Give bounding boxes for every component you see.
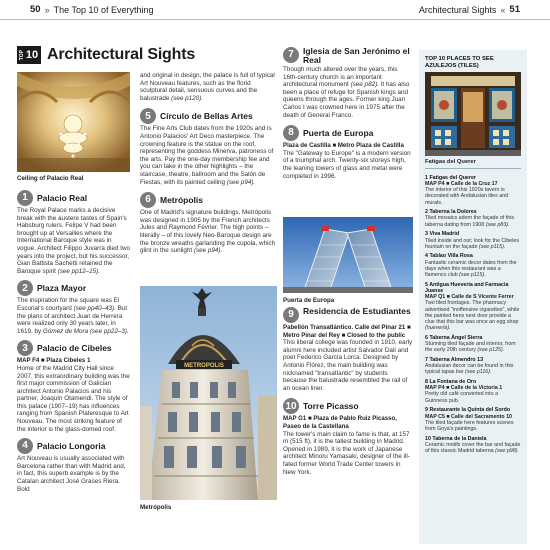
entry-address: MAP G1 ■ Plaza de Pablo Ruiz Picasso, Paseo de la Castellana <box>283 415 397 430</box>
entry-palacio-de-cibeles <box>17 340 131 433</box>
entry-puerta-de-europa <box>283 125 413 180</box>
entry-text: This liberal college was founded in 1910, early alumni here included artist Salvador Dalí and poet Federico García Lorca. Designed by Antonio Flórez, the main building was nicknamed "transatlantic" by students because the balustrade resembled the rail of an ocean liner. <box>283 339 413 392</box>
page-title: Architectural Sights <box>47 46 196 63</box>
entry-text: Home of the Madrid City Hall since 2007, this extraordinary building was the first major commission of Galician architect Antonio Palacios and his partner, Joaquín Otamendi. The style of this palace (1907–19) has influences ranging from Spanish Plateresque to Art Nouveau. The most striking feature of the interior is the glass-domed roof. <box>17 364 130 433</box>
list-item-number: 9 <box>425 407 428 414</box>
entry-plaza-mayor <box>17 280 131 335</box>
page-heading <box>17 46 195 64</box>
chevron-right-icon: » <box>44 4 50 15</box>
top10-logo-number: 10 <box>25 48 39 61</box>
list-item-text: Two tiled frontages. The pharmacy advertised "inoffensive cigarettes", while the painted hens next door provide a clue that this bar was once an egg shop (huevería). <box>425 300 520 332</box>
column-2 <box>140 72 277 255</box>
entry-iglesia-san-jeronimo <box>283 47 413 119</box>
list-item-number: 7 <box>425 356 428 363</box>
entry-title: Palacio Real <box>37 192 88 203</box>
sidebar-azulejos <box>419 50 527 544</box>
palacio-real-ceiling-photo <box>17 72 130 172</box>
list-item-title <box>425 282 521 294</box>
list-item-name: Fatigas del Querer <box>429 174 476 181</box>
entry-title: Palacio de Cibeles <box>37 342 112 353</box>
list-item-address: MAP P4 ■ Calle de la Cruz 17 <box>425 180 498 187</box>
list-item <box>425 231 521 250</box>
entry-text: The Fine Arts Club dates from the 1920s and is Antonio Palacios' Art Deco masterpiece. The crowning feature is the statue on the roof, representing the goddess Minerva, patroness of the arts. Pay the one-day membership fee and you can take in the other highlights – the staircase, theatre, ballroom and the Salón de Fiestas, with its painted ceiling (see p94). <box>140 125 274 186</box>
entry-number: 5 <box>140 108 156 124</box>
running-header <box>0 0 550 20</box>
entry-title: Palacio Longoria <box>37 440 106 451</box>
top10-logo-top: TOP <box>18 49 25 61</box>
list-item-name: Taberna la Dolores <box>429 209 477 216</box>
list-item-number: 1 <box>425 174 428 181</box>
book-section-title: The Top 10 of Everything <box>53 4 154 15</box>
list-item <box>425 335 521 354</box>
entry-residencia-de-estudiantes <box>283 307 413 392</box>
entry-palacio-real <box>17 190 131 275</box>
list-item <box>425 175 521 206</box>
list-item-text: The tiled façade here features scenes from Goya's paintings. <box>425 419 514 432</box>
entry-number: 4 <box>17 438 33 454</box>
list-item-name: Taberna Almendro 13 <box>429 356 484 363</box>
list-item-number: 2 <box>425 209 428 216</box>
list-item-text: Stunning tiled façade and interior, from the early 20th century (see p125). <box>425 341 516 354</box>
list-item-number: 10 <box>425 435 431 442</box>
list-item-name: Antigua Huevería and Farmacia Juanse <box>425 281 509 294</box>
list-item-text: Tiled inside and out; look for the Cibeles fountain on the façade (see p115). <box>425 237 520 250</box>
metropolis-building-photo <box>140 286 277 500</box>
svg-text:METROPOLIS: METROPOLIS <box>184 363 224 369</box>
puerta-de-europa-photo <box>283 217 413 293</box>
list-item <box>425 209 521 228</box>
list-item-text: Ceramic motifs cover the bar and façade of this classic Madrid taberna (see p98). <box>425 441 521 455</box>
list-item-text: Tiled mosaics adorn the façade of this taberna dating from 1908 (see p83). <box>425 215 515 228</box>
caption-puerta-de-europa: Puerta de Europa <box>283 297 335 304</box>
list-item-number: 6 <box>425 334 428 341</box>
list-item-text: The interior of this 1920s tavern is decorated with Andalusian tiles and murals. <box>425 187 509 206</box>
list-item-number: 5 <box>425 281 428 288</box>
entry-title: Plaza Mayor <box>37 282 87 293</box>
caption-palacio-real: Ceiling of Palacio Real <box>17 175 84 182</box>
entry-number: 6 <box>140 192 156 208</box>
entry-title: Círculo de Bellas Artes <box>160 110 253 121</box>
list-item-number: 3 <box>425 231 428 238</box>
list-item-address: MAP C5 ■ Calle del Sacramento 10 <box>425 413 513 420</box>
entry-number: 1 <box>17 190 33 206</box>
list-item-text: Andalusian decor can be found in this typical tapas bar (see p116). <box>425 363 514 376</box>
column-3-bottom <box>283 307 413 476</box>
list-item-number: 4 <box>425 253 428 260</box>
entry-title: Residencia de Estudiantes <box>303 306 411 316</box>
list-item <box>425 407 521 432</box>
column-3-top <box>283 47 413 180</box>
list-item-name: Restaurante la Quinta del Sordo <box>429 407 511 414</box>
list-item <box>425 379 521 404</box>
entry-number: 7 <box>283 47 299 63</box>
entry-text: The inspiration for the square was El Escorial's courtyard (see pp40–43). But the plans of architect Juan de Herrera were realized only 30 years later, in 1619, by Gómez de Mora (see pp22–3). <box>17 297 129 335</box>
chevron-left-icon: « <box>500 4 506 15</box>
sidebar-title: TOP 10 PLACES TO SEE AZULEJOS (TILES) <box>425 56 494 69</box>
list-item <box>425 357 521 376</box>
list-item <box>425 436 521 455</box>
list-item-name: Taberna Ángel Sierra <box>429 334 483 341</box>
right-page-number: 51 <box>509 4 520 15</box>
list-item-text: Fantastic ceramic decor dates from the days when this restaurant was a flamenco club (see p115). <box>425 259 517 279</box>
list-item-address: MAP Q1 ■ Calle de S Vicente Ferrer <box>425 294 514 301</box>
entry-number: 8 <box>283 125 299 141</box>
entry-title: Iglesia de San Jerónimo el Real <box>303 46 410 65</box>
list-item-number: 8 <box>425 379 428 386</box>
entry-text: One of Madrid's signature buildings, Metrópolis was designed in 1905 by the French architects Jules and Raymond Février. The high points – literally – of this lovely Neo-Baroque design are the bronze wreaths garlanding the cupola, which glint in the sunlight (see p94). <box>140 209 276 255</box>
list-item-title <box>425 407 521 413</box>
caption-metropolis: Metrópolis <box>140 504 172 511</box>
list-item-name: La Fontana de Oro <box>429 379 477 386</box>
list-item <box>425 253 521 278</box>
sidebar-list <box>419 169 527 454</box>
entry-text: Art Nouveau is usually associated with Barcelona rather than with Madrid and, in fact, this superb example is by the Catalan architect José Grases Riera. Bold <box>17 455 126 493</box>
left-page-number: 50 <box>30 4 41 15</box>
entry-torre-picasso <box>283 398 413 476</box>
entry-text: The tower's main claim to fame is that, at 157 m (515 ft), it is the tallest building in Madrid. Opened in 1989, it is the work of Japanese architect Minoru Yamasaki, designer of the ill-fated former World Trade Center towers in New York. <box>283 430 410 476</box>
list-item-text: Pretty old café converted into a Guinness pub. <box>425 391 499 404</box>
entry-number: 3 <box>17 340 33 356</box>
entry-title: Torre Picasso <box>303 400 359 411</box>
caption-fatigas-del-querer: Fatigas del Querer <box>425 159 476 166</box>
entry-title: Puerta de Europa <box>303 127 374 138</box>
entry-circulo-de-bellas-artes <box>140 108 277 186</box>
list-item-name: Viva Madrid <box>429 231 460 238</box>
entry-text: The Royal Palace marks a decisive break with the austere tastes of Spain's Habsburg rulers. Felipe V had been brought up at Versailles where the International Baroque style was in vogue. Architect Filippo Juvarra died two years into the project, but his successor, Gian Battista Sachetti retained the Baroque spirit (see pp12–15). <box>17 207 131 275</box>
fatigas-del-querer-photo <box>425 72 521 156</box>
entry-address: Pabellón Transatlántico. Calle del Pinar 21 ■ Metro Pinar del Rey ■ Closed to the public <box>283 324 411 339</box>
entry-address: Plaza de Castilla ■ Metro Plaza de Castilla <box>283 142 404 150</box>
list-item <box>425 282 521 332</box>
continued-text: and original in design, the palace is full of typical Art Nouveau features, such as the florid sculptural detail, sensuous curves and the balustrade (see p120). <box>140 72 275 102</box>
entry-number: 2 <box>17 280 33 296</box>
entry-text: Though much altered over the years, this 16th-century church is an important architectural monument (see p82). It has also been a place of refuge for Spanish kings and queens through the ages. Former king Juan Carlos I was crowned here in 1975 after the death of General Franco. <box>283 66 410 119</box>
entry-text: The "Gateway to Europe" is a modern version of a triumphal arch. Twenty-six storeys high, the leaning towers of glass and metal were completed in 1996. <box>283 149 411 180</box>
entry-address: MAP F4 ■ Plaza Cibeles 1 <box>17 357 91 365</box>
entry-number: 9 <box>283 307 299 323</box>
top10-logo <box>17 46 41 64</box>
running-header-left <box>0 0 275 20</box>
entry-palacio-longoria <box>17 438 131 493</box>
entry-title: Metrópolis <box>160 194 203 205</box>
entry-metropolis <box>140 192 277 255</box>
running-header-right <box>275 0 550 20</box>
chapter-title: Architectural Sights <box>418 4 497 15</box>
list-item-name: Taberna de la Daniela <box>432 435 487 442</box>
entry-number: 10 <box>283 398 299 414</box>
column-1 <box>17 186 131 493</box>
list-item-address: MAP P4 ■ Calle de la Victoria 1 <box>425 385 503 392</box>
list-item-name: Tablao Villa Rosa <box>429 253 473 260</box>
